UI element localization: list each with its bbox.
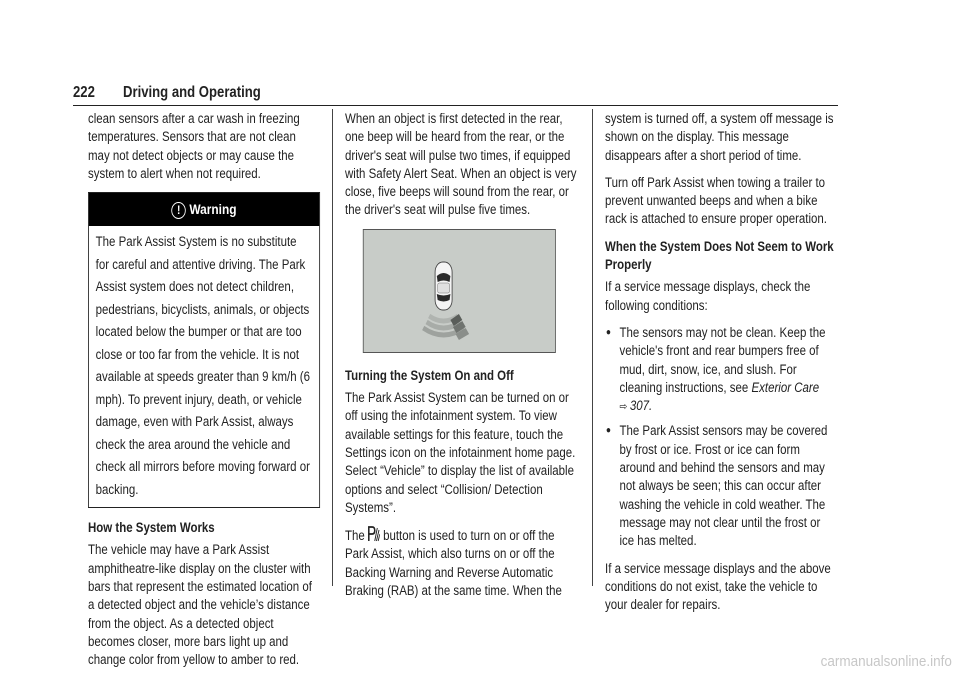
park-assist-illustration (364, 230, 555, 352)
warning-header (89, 193, 319, 226)
exterior-care-link[interactable]: Exterior Care (751, 379, 820, 395)
watermark: carmanualsonline.info (820, 653, 952, 670)
column-divider (592, 109, 593, 586)
section-title: Driving and Operating (123, 84, 261, 101)
bullet-dot-icon: ● (605, 425, 611, 437)
park-button-text-post: button is used to turn on or off the Park Assist, which also turns on or off the Backing Warning and Reverse Automatic Braking (RAB) at the same time. When the (345, 528, 562, 599)
column-2 (345, 110, 577, 609)
turning-system-heading: Turning the System On and Off (345, 367, 514, 383)
park-button-paragraph (345, 526, 577, 600)
exclamation-circle-icon: ! (172, 202, 186, 219)
column-1 (88, 110, 320, 679)
bullet-text: The sensors may not be clean. Keep the vehicle's front and rear bumpers free of mud, dirt, snow, ice, and slush. For cleaning instructions, see (619, 324, 826, 395)
page-ref-number[interactable]: 307. (629, 398, 653, 414)
warning-box (88, 192, 320, 508)
turning-system-paragraph: The Park Assist System can be turned on or off using the infotainment system. To view available settings for this feature, touch the Settings icon on the infotainment home page. Select “Vehicle” to display the list of available options and select “Collision/ Detection Systems”. (345, 390, 576, 515)
list-item (605, 422, 837, 550)
conditions-list (605, 324, 837, 551)
dealer-repair-paragraph: If a service message displays and the above conditions do not exist, take the vehicle to your dealer for repairs. (605, 560, 831, 613)
list-item (605, 324, 837, 416)
page-header (73, 83, 838, 106)
rear-detection-paragraph: When an object is first detected in the rear, one beep will be heard from the rear, or the driver's seat will pulse two times, if equipped with Safety Alert Seat. When an object is very close, five beeps will sound from the rear, or the driver's seat will pulse five times. (345, 111, 577, 218)
not-working-heading: When the System Does Not Seem to Work Properly (605, 238, 834, 273)
intro-paragraph: clean sensors after a car wash in freezing temperatures. Sensors that are not clean may not detect objects or may cause the system to alert when not required. (88, 111, 300, 181)
bullet-dot-icon: ● (605, 326, 611, 338)
system-off-paragraph: system is turned off, a system off message is shown on the display. This message disappears after a short period of time. (605, 111, 834, 163)
warning-body: The Park Assist System is no substitute for careful and attentive driving. The Park Assist system does not detect children, pedestrians, bicyclists, animals, or objects located below the bumper or that are too close or too far from the vehicle. It is not available at speeds greater than 9 km/h (6 mph). To prevent injury, death, or vehicle damage, even with Park Assist, always check the area around the vehicle and check all mirrors before moving forward or backing. (95, 234, 310, 497)
towing-paragraph: Turn off Park Assist when towing a trailer to prevent unwanted beeps and when a bike rack is attached to ensure proper operation. (605, 174, 827, 227)
park-assist-display-figure (363, 229, 556, 353)
page-ref-icon: ⇨ (619, 401, 628, 414)
column-3 (605, 110, 840, 623)
column-divider (332, 109, 333, 586)
park-button-text-pre: The (345, 528, 365, 544)
page-number: 222 (73, 84, 95, 101)
warning-title: Warning (189, 201, 237, 218)
service-message-paragraph: If a service message displays, check the following conditions: (605, 279, 811, 313)
bullet-text: The Park Assist sensors may be covered by frost or ice. Frost or ice can form around and behind the sensors and may not always be seen; this can occur after washing the vehicle in cold weather. The message may not clear until the frost or ice has melted. (619, 423, 828, 549)
how-system-works-heading: How the System Works (88, 520, 215, 536)
how-system-works-paragraph: The vehicle may have a Park Assist amphitheatre-like display on the cluster with bars that represent the estimated location of a detected object and the vehicle’s distance from the object. As a detected object becomes closer, more bars light up and change color from yellow to amber to red. (88, 542, 312, 668)
park-assist-icon (368, 526, 380, 542)
